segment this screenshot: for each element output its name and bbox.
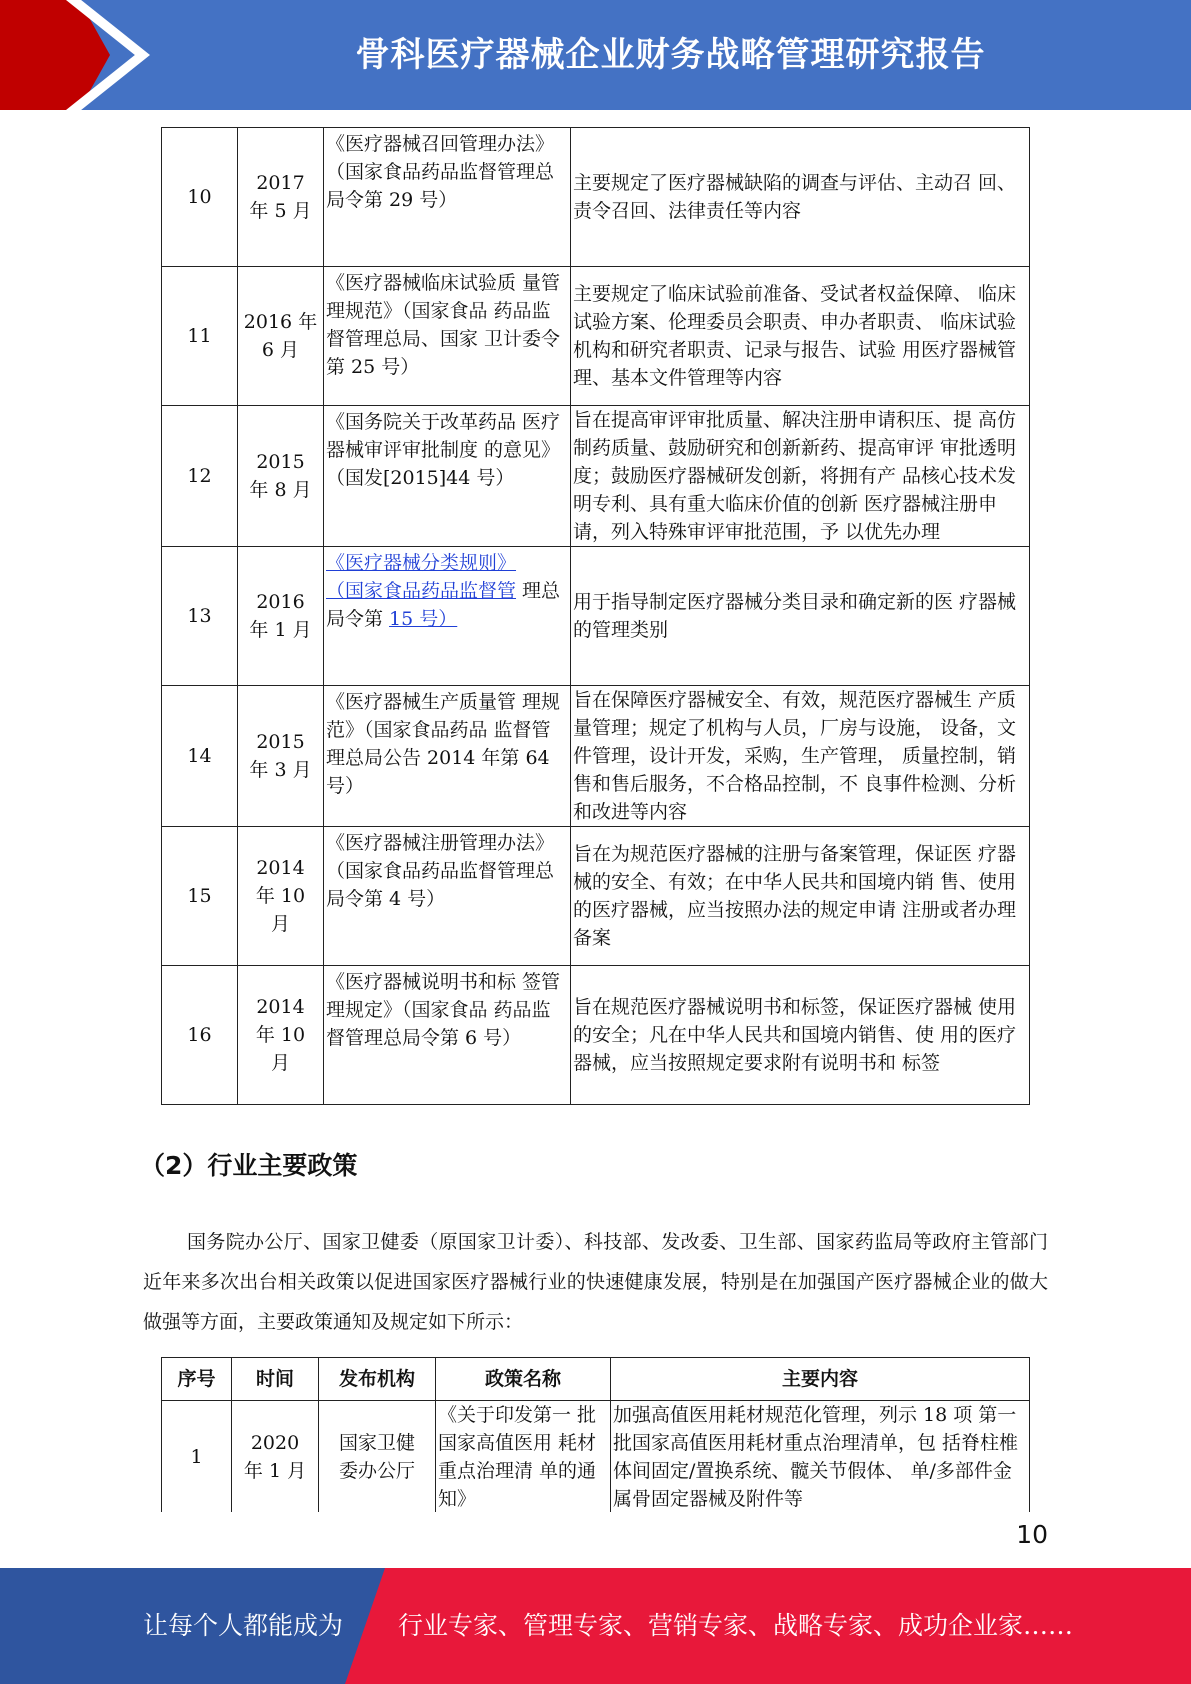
page-number: 10 [1016,1520,1048,1549]
regulation-link[interactable]: 15 号） [389,608,458,630]
row-date: 2017 年 5 月 [238,128,324,267]
table-row [162,128,1030,267]
column-header: 主要内容 [611,1358,1030,1401]
row-date: 2016 年 1 月 [238,547,324,686]
table-row [162,966,1030,1105]
row-date: 2015 年 3 月 [238,686,324,827]
row-regulation-name [324,547,571,686]
row-content: 旨在规范医疗器械说明书和标签，保证医疗器械 使用的安全；凡在中华人民共和国境内销售、使 用的医疗器械，应当按照规定要求附有说明书和 标签 [571,966,1030,1105]
row-content: 旨在提高审评审批质量、解决注册申请积压、提 高仿制药质量、鼓励研究和创新新药、提高审评 审批透明度；鼓励医疗器械研发创新，将拥有产 品核心技术发明专利、具有重大临床价值的创新 医疗器械注册申请，列入特殊审评审批范围，予 以优先办理 [571,406,1030,547]
row-number: 16 [162,966,238,1105]
row-number: 11 [162,267,238,406]
table-row [162,406,1030,547]
row-regulation-name: 《国务院关于改革药品 医疗器械审评审批制度 的意见》（国发[2015]44 号） [324,406,571,547]
column-header: 政策名称 [436,1358,611,1401]
table-row [162,827,1030,966]
row-content: 旨在保障医疗器械安全、有效，规范医疗器械生 产质量管理；规定了机构与人员，厂房与设施， 设备，文件管理，设计开发，采购，生产管理， 质量控制，销售和售后服务，不合格品控制，不 良事件检测、分析和改进等内容 [571,686,1030,827]
row-date: 2016 年 6 月 [238,267,324,406]
regulation-name-text: 理总局令第 [326,580,561,630]
row-number: 10 [162,128,238,267]
row-number: 13 [162,547,238,686]
row-number: 1 [162,1401,232,1514]
row-content: 旨在为规范医疗器械的注册与备案管理，保证医 疗器械的安全、有效；在中华人民共和国境内销 售、使用的医疗器械，应当按照办法的规定申请 注册或者办理备案 [571,827,1030,966]
row-date: 2014 年 10 月 [238,966,324,1105]
row-regulation-name: 《医疗器械说明书和标 签管理规定》（国家食品 药品监督管理总局令第 6 号） [324,966,571,1105]
table-page-break [150,1512,1050,1532]
table-row [162,267,1030,406]
policy-table [161,1357,1030,1514]
regulations-table [161,127,1030,1105]
row-regulation-name: 《医疗器械召回管理办法》（国家食品药品监督管理总局令第 29 号） [324,128,571,267]
body-paragraph: 国务院办公厅、国家卫健委（原国家卫计委）、科技部、发改委、卫生部、国家药监局等政府主管部门近年来多次出台相关政策以促进国家医疗器械行业的快速健康发展，特别是在加强国产医疗器械企业的做大做强等方面，主要政策通知及规定如下所示： [143,1231,1048,1333]
row-content: 用于指导制定医疗器械分类目录和确定新的医 疗器械的管理类别 [571,547,1030,686]
table-row [162,1401,1030,1514]
report-title: 骨科医疗器械企业财务战略管理研究报告 [355,35,986,75]
row-number: 15 [162,827,238,966]
table-header-row [162,1358,1030,1401]
page-footer [0,1568,1191,1684]
row-content: 主要规定了医疗器械缺陷的调查与评估、主动召 回、责令召回、法律责任等内容 [571,128,1030,267]
table-row [162,686,1030,827]
table-row [162,547,1030,686]
regulation-link[interactable]: （国家食品药品监督管 [326,580,517,602]
row-date: 2020 年 1 月 [232,1401,319,1514]
footer-slogan-right: 行业专家、管理专家、营销专家、战略专家、成功企业家…… [398,1611,1074,1640]
row-regulation-name: 《医疗器械生产质量管 理规范》（国家食品药品 监督管理总局公告 2014 年第 64 号） [324,686,571,827]
column-header: 序号 [162,1358,232,1401]
row-number: 12 [162,406,238,547]
section-title: （2）行业主要政策 [140,1151,358,1180]
column-header: 时间 [232,1358,319,1401]
row-content: 主要规定了临床试验前准备、受试者权益保障、 临床试验方案、伦理委员会职责、申办者职责、 临床试验机构和研究者职责、记录与报告、试验 用医疗器械管理、基本文件管理等内容 [571,267,1030,406]
row-number: 14 [162,686,238,827]
column-header: 发布机构 [319,1358,436,1401]
row-regulation-name: 《医疗器械注册管理办法》（国家食品药品监督管理总局令第 4 号） [324,827,571,966]
footer-slogan-left: 让每个人都能成为 [143,1611,344,1640]
row-date: 2014 年 10 月 [238,827,324,966]
row-policy-name: 《关于印发第一 批国家高值医用 耗材重点治理清 单的通知》 [436,1401,611,1514]
row-content: 加强高值医用耗材规范化管理，列示 18 项 第一批国家高值医用耗材重点治理清单，包 括脊柱椎体间固定/置换系统、髋关节假体、 单/多部件金属骨固定器械及附件等 [611,1401,1030,1514]
row-date: 2015 年 8 月 [238,406,324,547]
page-header [0,0,1191,110]
regulation-link[interactable]: 《医疗器械分类规则》 [326,552,517,574]
row-regulation-name: 《医疗器械临床试验质 量管理规范》（国家食品 药品监督管理总局、国家 卫计委令第 25 号） [324,267,571,406]
row-organization: 国家卫健 委办公厅 [319,1401,436,1514]
